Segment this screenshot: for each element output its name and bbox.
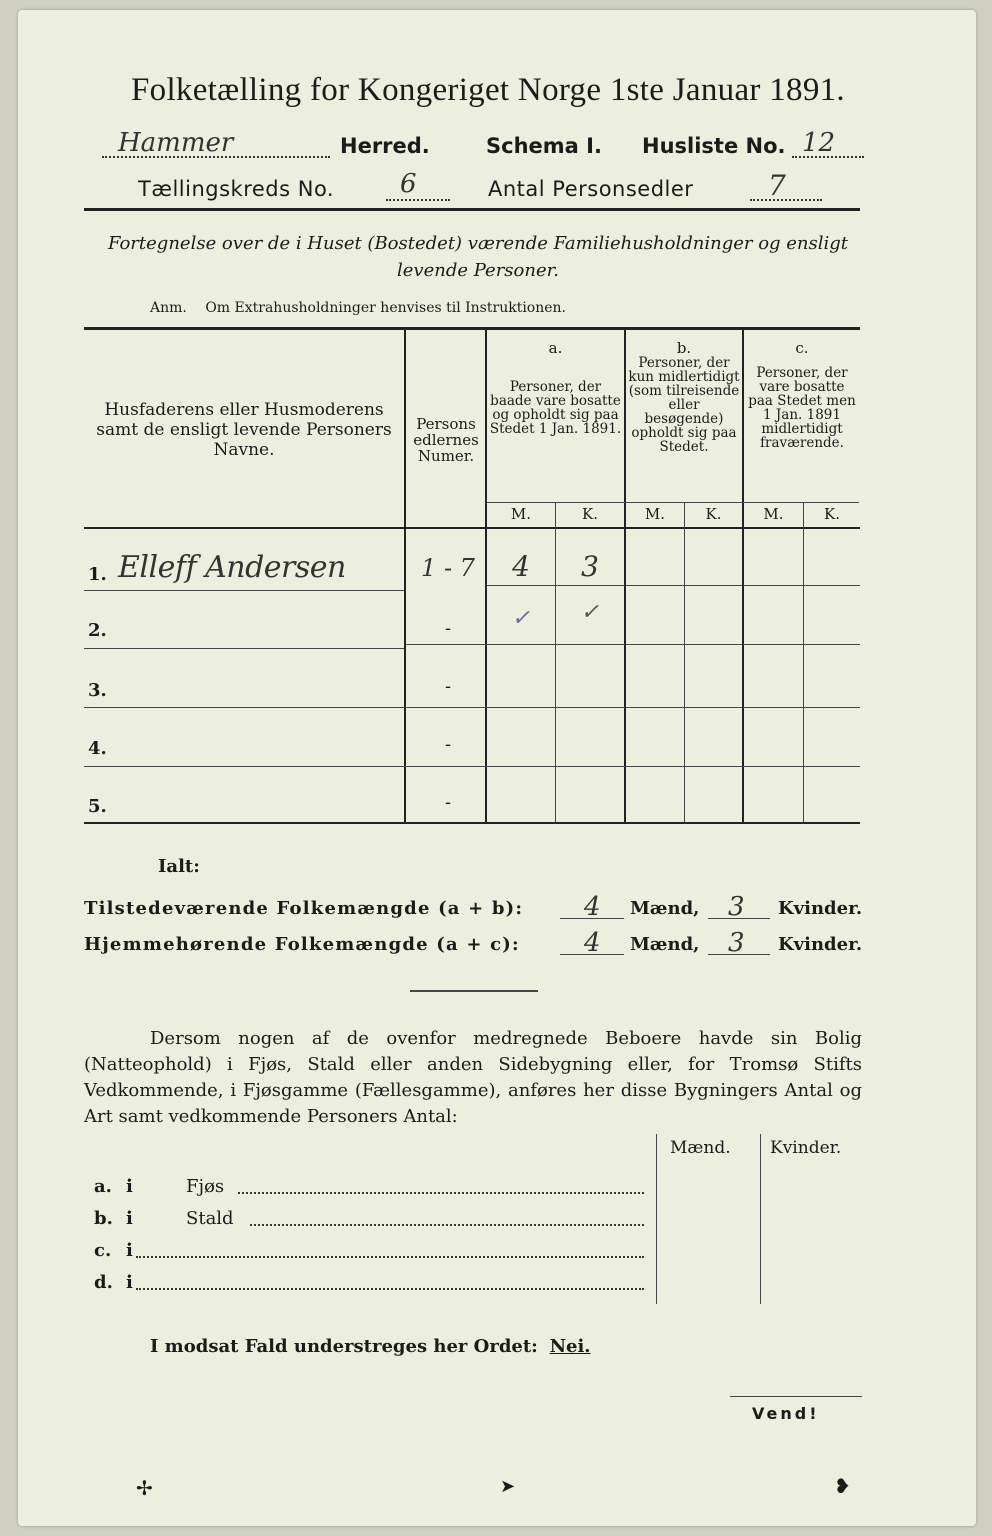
col-header-b: Personer, der kun midlertidigt (som tilreisende eller besøgende) opholdt sig paa Stedet. [628,355,740,455]
col-header-c: Personer, der vare bosatte paa Stedet men 1 Jan. 1891 midlertidigt fraværende. [748,365,856,451]
hjemme-row [84,930,864,960]
husliste-label: Husliste No. [642,134,786,158]
row-3-numer: - [444,676,452,697]
tilstede-row [84,894,864,924]
row-2-a-m: ✓ [511,606,531,631]
col-header-a: Personer, der baade vare bosatte og opholdt sig paa Stedet 1 Jan. 1891. [489,379,622,437]
taellingskreds-label: Tællingskreds No. [138,177,335,201]
building-a-label: Fjøs [186,1176,225,1197]
row-4-numer: - [444,734,452,755]
tilstede-label: Tilstedeværende Folkemængde (a + b): [84,898,524,919]
col-header-b-k: K. [705,505,722,523]
col-header-b-letter: b. [676,339,692,357]
building-c-prep: i [126,1240,133,1261]
section-divider [410,990,538,992]
buildings-paragraph: Dersom nogen af de ovenfor medregnede Beboere havde sin Bolig (Natteophold) i Fjøs, Stald eller anden Sidebygning eller, for Tromsø Stifts Vedkommende, i Fjøsgamme (Fællesgamme), anføres her disse Bygningers Antal og Art samt vedkommende Personers Antal: [84,1028,862,1127]
building-d-letter: d. [94,1272,113,1293]
building-a-prep: i [126,1176,133,1197]
hjemme-kvinder-value: 3 [728,928,745,958]
intro-note [150,300,566,316]
col-header-c-k: K. [824,505,840,523]
margin-mark-center: ➤ [500,1476,516,1497]
schema-label: Schema I. [486,134,602,158]
taellingskreds-line [138,169,858,207]
building-row-b [94,1206,654,1232]
tilstede-maend-value: 4 [584,892,601,922]
ialt-label: Ialt: [158,856,200,877]
row-1-number: 1. [88,564,107,585]
buildings-col-divider-1 [656,1134,657,1304]
nei-word: Nei. [549,1336,591,1357]
col-header-c-m: M. [763,505,784,523]
building-b-letter: b. [94,1208,113,1229]
header-rule [84,208,860,211]
vend-rule [730,1396,862,1397]
row-2-a-k: ✓ [580,600,600,625]
building-row-d [94,1270,654,1296]
col-header-c-letter: c. [795,339,809,357]
building-c-letter: c. [94,1240,112,1261]
tilstede-kvinder-word: Kvinder. [778,898,863,919]
row-2-numer: - [444,618,452,639]
building-d-prep: i [126,1272,133,1293]
tilstede-maend-word: Mænd, [630,898,700,919]
row-3-number: 3. [88,680,107,701]
census-form-sheet [18,10,976,1526]
row-5-number: 5. [88,796,107,817]
row-5-numer: - [444,792,452,813]
building-b-prep: i [126,1208,133,1229]
hjemme-kvinder-word: Kvinder. [778,934,863,955]
col-header-number: Personsedlernes Numer. [413,415,479,465]
buildings-col-divider-2 [760,1134,761,1304]
row-1-a-m: 4 [512,550,530,583]
col-header-a-letter: a. [548,339,563,357]
hjemme-maend-value: 4 [584,928,601,958]
herred-label: Herred. [340,134,430,158]
row-2-number: 2. [88,620,107,641]
col-header-b-m: M. [644,505,666,523]
form-title: Folketælling for Kongeriget Norge 1ste Januar 1891. [131,72,845,108]
building-a-letter: a. [94,1176,112,1197]
building-b-label: Stald [186,1208,234,1229]
herred-value: Hammer [118,128,234,158]
intro-description: Fortegnelse over de i Huset (Bostedet) værende Familiehusholdninger og ensligt levende Personer. [107,233,849,281]
building-row-c [94,1238,654,1264]
col-header-name: Husfaderens eller Husmoderens samt de ensligt levende Personers Navne. [96,400,392,460]
row-1-a-k: 3 [581,550,599,583]
husliste-value: 12 [802,128,836,158]
row-1-numer: 1 - 7 [421,554,475,582]
row-1-name: Elleff Andersen [118,550,346,585]
vend-label: Vend! [752,1404,820,1423]
buildings-kvinder-header: Kvinder. [770,1138,842,1158]
row-4-number: 4. [88,738,107,759]
tilstede-kvinder-value: 3 [728,892,745,922]
margin-mark-right: ❥ [834,1474,851,1498]
otherwise-text: I modsat Fald understreges her Ordet: [150,1336,538,1357]
personsedler-label: Antal Personsedler [488,177,694,201]
col-header-a-m: M. [510,505,532,523]
building-row-a [94,1174,654,1200]
hjemme-maend-word: Mænd, [630,934,700,955]
note-prefix: Anm. [150,300,187,316]
col-header-a-k: K. [582,505,598,523]
buildings-maend-header: Mænd. [670,1138,731,1158]
herred-line [102,130,892,164]
otherwise-line [150,1336,591,1357]
taellingskreds-value: 6 [400,169,417,199]
note-text: Om Extrahusholdninger henvises til Instruktionen. [205,300,566,316]
personsedler-value: 7 [768,169,786,202]
hjemme-label: Hjemmehørende Folkemængde (a + c): [84,934,520,955]
margin-mark-left: ✢ [136,1476,153,1500]
